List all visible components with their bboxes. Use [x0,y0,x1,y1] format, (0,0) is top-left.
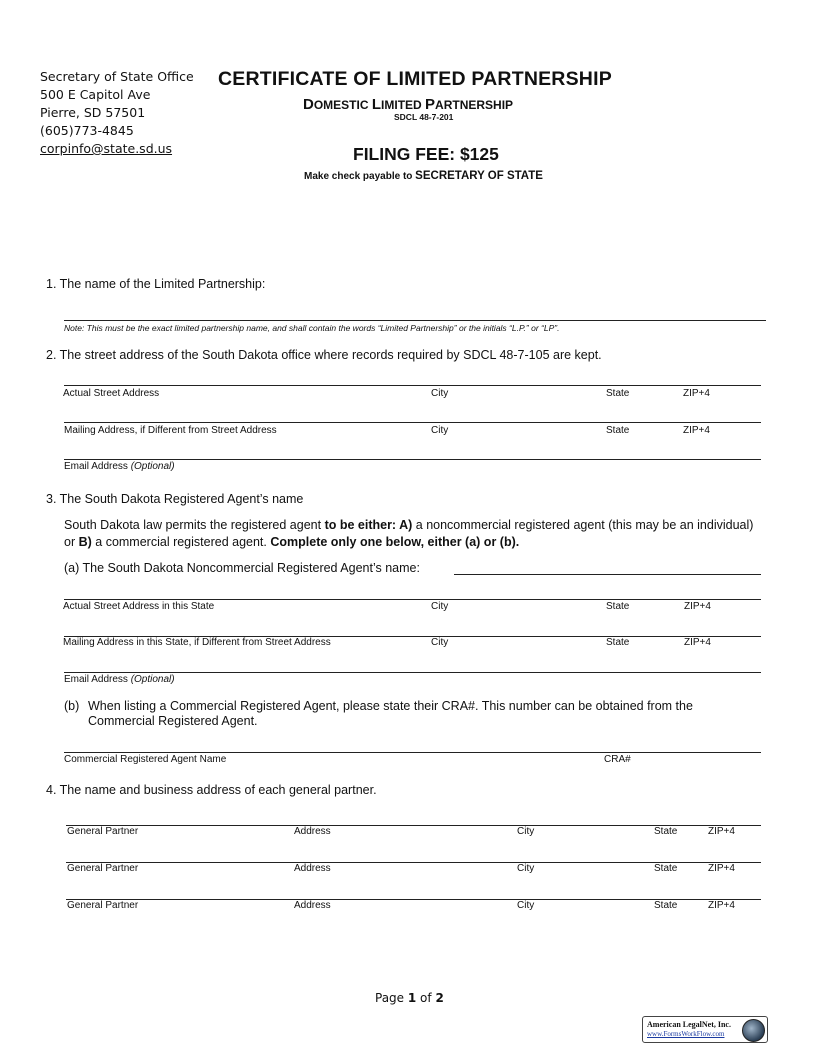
page-number [375,991,444,1005]
q2-street-field[interactable] [64,385,761,386]
q3a-city-label: City [431,601,449,612]
filing-fee: FILING FEE: $125 [353,144,499,164]
q2-mailing-city-label: City [431,425,449,436]
q2-email-label [64,461,175,472]
q3-instr-a: South Dakota law permits the registered agent [64,518,325,532]
q4-partner-2-label: General Partner [67,863,139,874]
q3b-text: When listing a Commercial Registered Agent, please state their CRA#. This number can be obtained from the Commercial Registered Agent. [88,699,693,728]
q4-partner-2-city-label: City [517,863,535,874]
q3a-email-field[interactable] [64,672,761,673]
q2-mailing-field[interactable] [64,422,761,423]
q4-partner-3-city-label: City [517,900,535,911]
q4-partner-1-city-label: City [517,826,535,837]
q3-instr-c: a noncommercial registered agent (this may be an individual) or [64,518,754,549]
q2-street-label: Actual Street Address [63,388,160,399]
q4-partner-1-address-label: Address [294,826,331,837]
subtitle-part: IMITED [381,98,426,112]
q3a-agent-name-field[interactable] [454,574,761,575]
q3a-email-label [64,674,175,685]
subtitle-part: P [425,96,436,113]
subtitle-part: ARTNERSHIP [435,98,514,112]
q2-email-optional: (Optional) [130,461,175,472]
q2-mailing-zip-label: ZIP+4 [683,425,710,436]
q4-partner-2-state-label: State [654,863,678,874]
logo-url[interactable]: www.FormsWorkFlow.com [647,1030,725,1038]
q3a-mailing-label: Mailing Address in this State, if Different from Street Address [63,637,331,648]
payable-to: SECRETARY OF STATE [415,170,543,182]
q2-email-field[interactable] [64,459,761,460]
q2-mailing-label: Mailing Address, if Different from Street Address [64,425,277,436]
subtitle-part: D [303,96,314,113]
document-title: CERTIFICATE OF LIMITED PARTNERSHIP [218,68,612,90]
payable-instruction [304,170,543,182]
page-of: of [416,991,436,1005]
page-total: 2 [435,991,444,1005]
q3a-street-label: Actual Street Address in this State [63,601,215,612]
q3b-cra-number-label: CRA# [604,754,631,765]
q4-partner-1-label: General Partner [67,826,139,837]
q3-text: 3. The South Dakota Registered Agent’s name [46,492,304,506]
office-address-block [40,68,194,158]
office-email-link[interactable]: corpinfo@state.sd.us [40,141,173,156]
q3a-mailing-city-label: City [431,637,449,648]
document-subtitle [303,96,513,113]
q3a-email-optional: (Optional) [130,674,175,685]
q3-instr-e: a commercial registered agent. [91,535,271,549]
q2-email-label-text: Email Address [64,461,131,472]
q2-text: 2. The street address of the South Dakota office where records required by SDCL 48-7-105 are kept. [46,348,602,362]
q4-partner-3-zip-label: ZIP+4 [708,900,735,911]
page-current: 1 [407,991,417,1005]
office-phone: (605)773-4845 [40,123,134,138]
subtitle-part: L [371,96,382,113]
statute-reference: SDCL 48-7-201 [394,112,454,122]
q3b-label: (b) [64,699,80,713]
page-label: Page [375,991,408,1005]
q3a-mailing-zip-label: ZIP+4 [684,637,711,648]
q2-city-label: City [431,388,449,399]
q2-state-label: State [606,388,630,399]
q3-instr-f: Complete only one below, either (a) or (b). [270,535,520,549]
q2-zip-label: ZIP+4 [683,388,710,399]
office-street: 500 E Capitol Ave [40,87,151,102]
subtitle-part: OMESTIC [313,98,372,112]
q3-instr-b: to be either: A) [324,518,413,532]
q3-instr-d: B) [78,535,92,549]
q4-partner-1-state-label: State [654,826,678,837]
q3-instructions [64,517,754,551]
q4-partner-1-zip-label: ZIP+4 [708,826,735,837]
office-city: Pierre, SD 57501 [40,105,146,120]
q3a-state-label: State [606,601,630,612]
q3b-cra-name-label: Commercial Registered Agent Name [64,754,227,765]
q4-partner-3-label: General Partner [67,900,139,911]
q3a-street-field[interactable] [64,599,761,600]
payable-label: Make check payable to [304,171,416,182]
q2-mailing-state-label: State [606,425,630,436]
q1-note: Note: This must be the exact limited partnership name, and shall contain the words “Limited Partnership” or the initials “L.P.” or “LP”. [64,323,560,333]
q1-name-field[interactable] [64,320,766,321]
q3a-mailing-state-label: State [606,637,630,648]
q4-partner-3-address-label: Address [294,900,331,911]
q1-text: 1. The name of the Limited Partnership: [46,277,266,291]
q4-text: 4. The name and business address of each general partner. [46,783,377,797]
q4-partner-2-zip-label: ZIP+4 [708,863,735,874]
globe-icon [742,1019,765,1042]
q4-partner-2-address-label: Address [294,863,331,874]
q3a-zip-label: ZIP+4 [684,601,711,612]
legalnet-logo[interactable] [642,1016,768,1043]
logo-company: American LegalNet, Inc. [647,1020,731,1029]
q3a-text: (a) The South Dakota Noncommercial Registered Agent’s name: [64,561,420,575]
q3a-email-label-text: Email Address [64,674,131,685]
office-name: Secretary of State Office [40,69,194,84]
q3b-cra-field[interactable] [64,752,761,753]
q4-partner-3-state-label: State [654,900,678,911]
